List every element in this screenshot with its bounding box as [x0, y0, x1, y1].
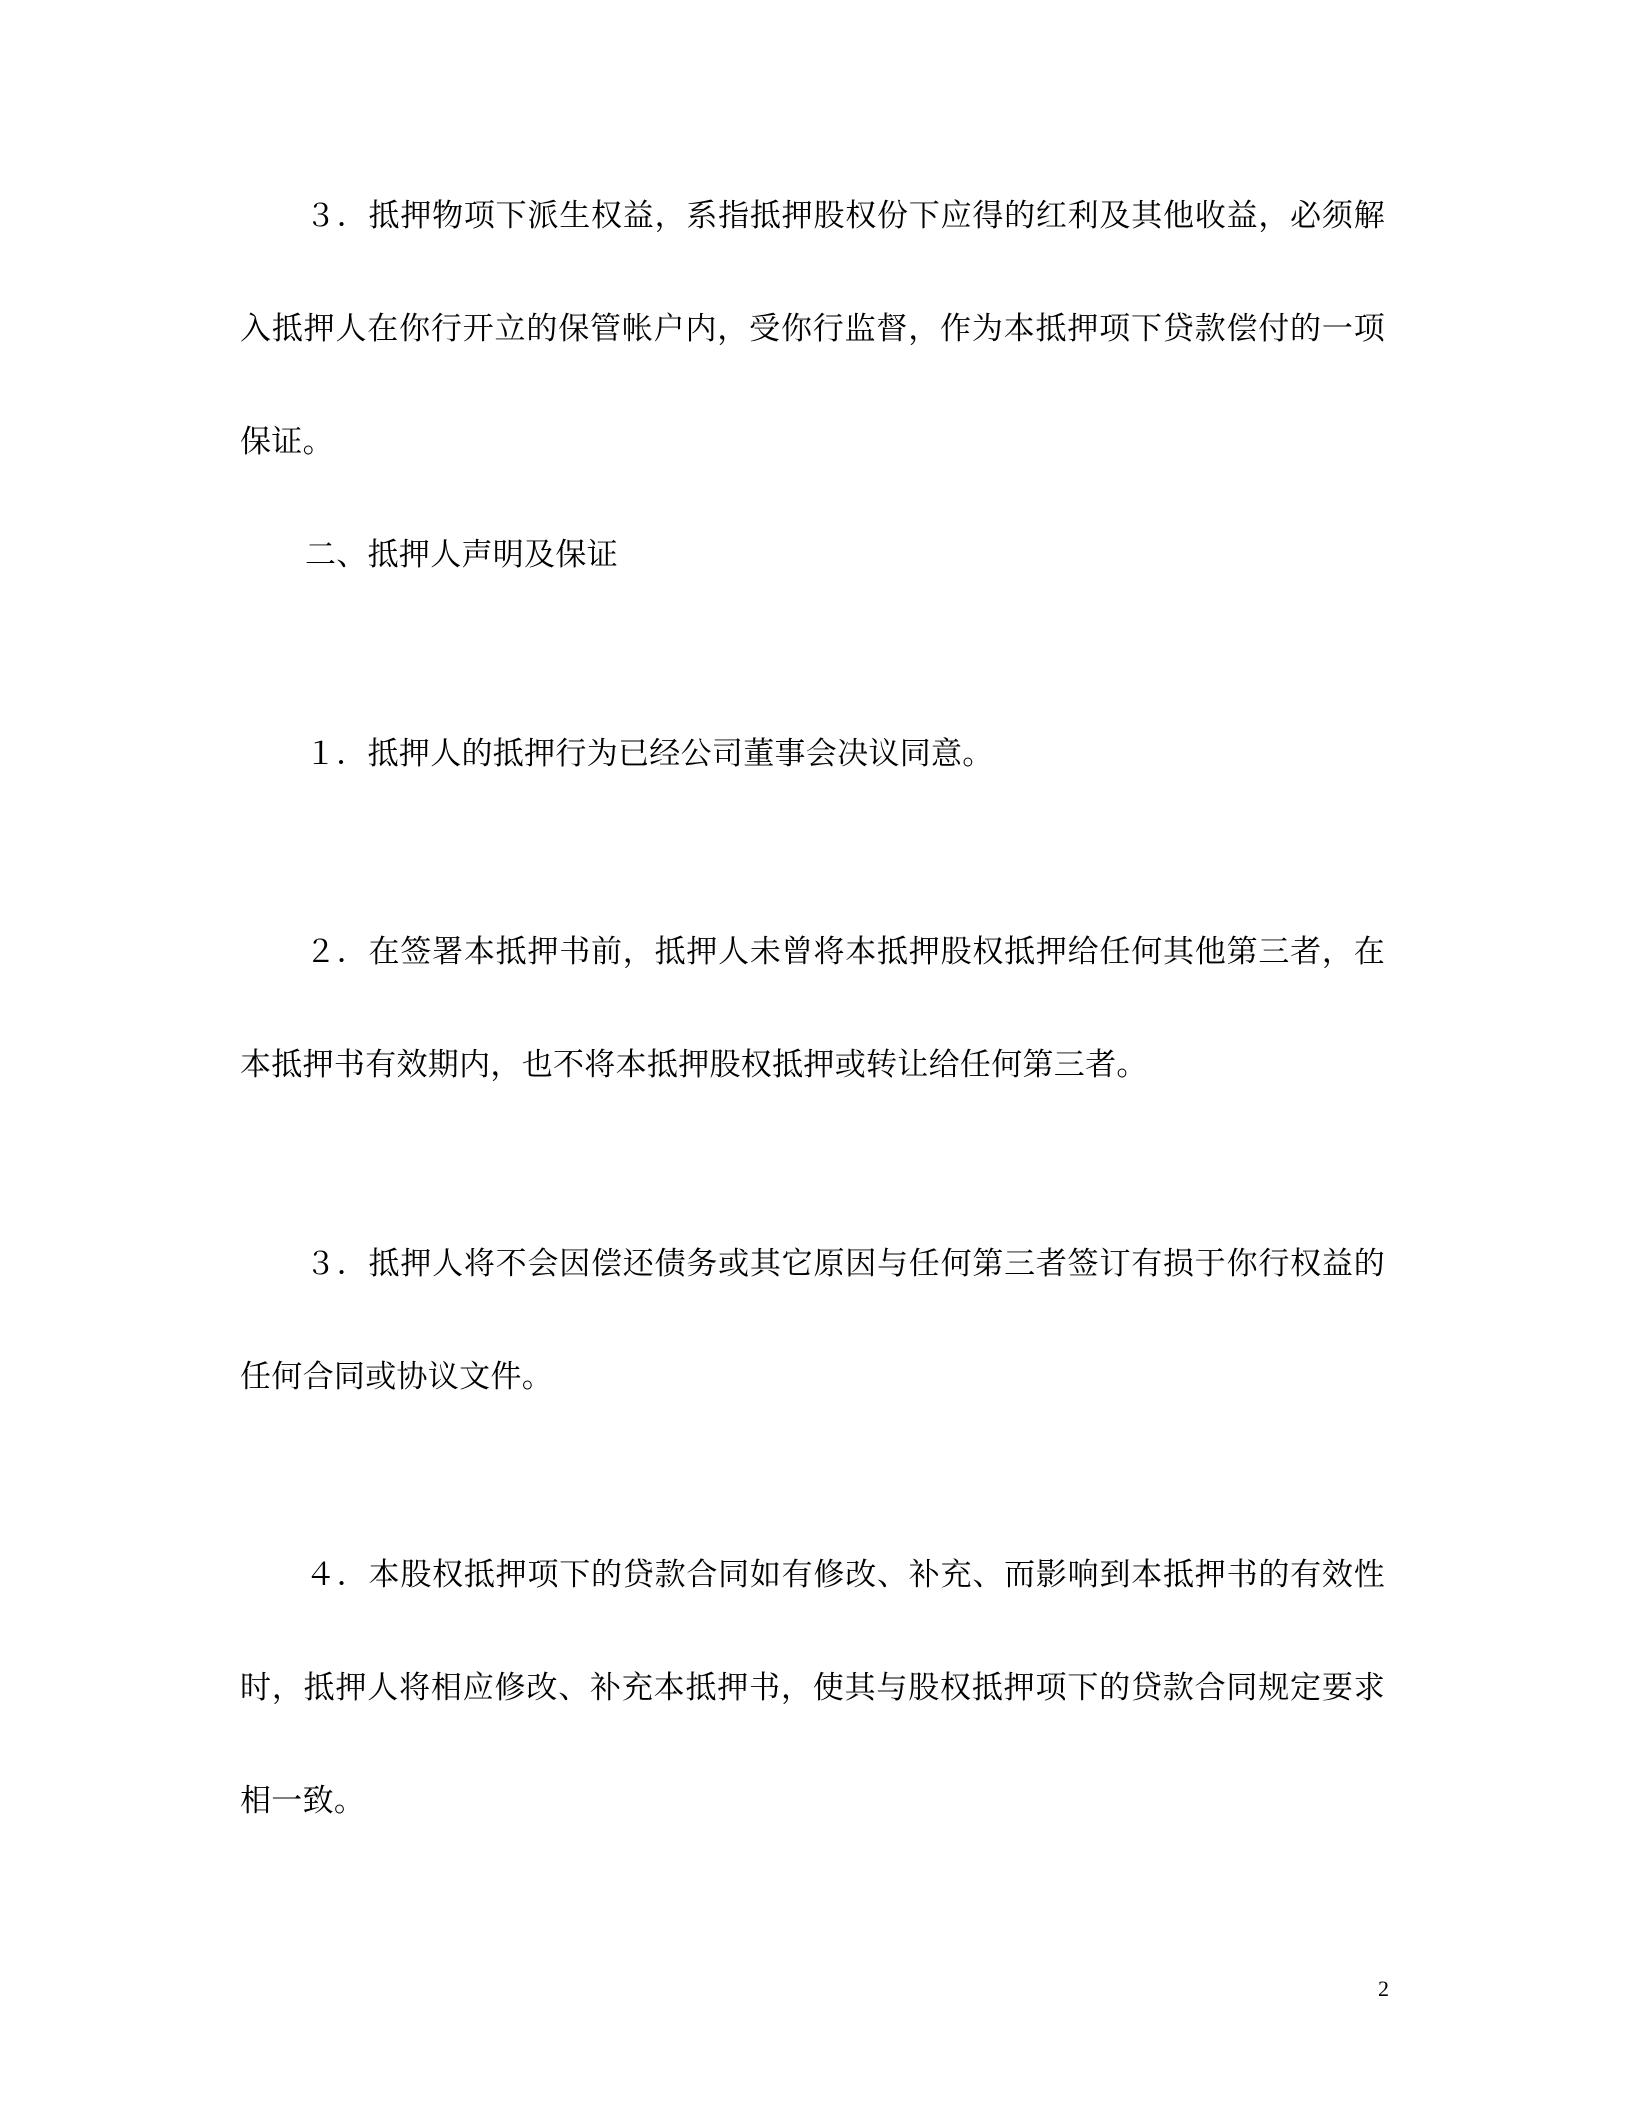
- clause-1-line-1: １．抵押人的抵押行为已经公司董事会决议同意。: [305, 736, 994, 772]
- paragraph-3-line-3: 保证。: [240, 424, 334, 460]
- clause-4-line-2: 时，抵押人将相应修改、补充本抵押书，使其与股权抵押项下的贷款合同规定要求: [240, 1670, 1385, 1706]
- clause-4-line-1: ４．本股权抵押项下的贷款合同如有修改、补充、而影响到本抵押书的有效性: [305, 1557, 1385, 1593]
- page-number: 2: [1378, 1976, 1389, 2001]
- clause-2-line-2: 本抵押书有效期内，也不将本抵押股权抵押或转让给任何第三者。: [240, 1047, 1148, 1083]
- clause-4-line-3: 相一致。: [240, 1783, 366, 1819]
- section-heading-2: 二、抵押人声明及保证: [305, 537, 618, 573]
- clause-3-line-1: ３．抵押人将不会因偿还债务或其它原因与任何第三者签订有损于你行权益的: [305, 1246, 1385, 1282]
- clause-3-line-2: 任何合同或协议文件。: [240, 1359, 553, 1395]
- paragraph-3-line-2: 入抵押人在你行开立的保管帐户内，受你行监督，作为本抵押项下贷款偿付的一项: [240, 311, 1385, 347]
- paragraph-3-line-1: ３．抵押物项下派生权益，系指抵押股权份下应得的红利及其他收益，必须解: [305, 198, 1385, 234]
- clause-2-line-1: ２．在签署本抵押书前，抵押人未曾将本抵押股权抵押给任何其他第三者，在: [305, 934, 1385, 970]
